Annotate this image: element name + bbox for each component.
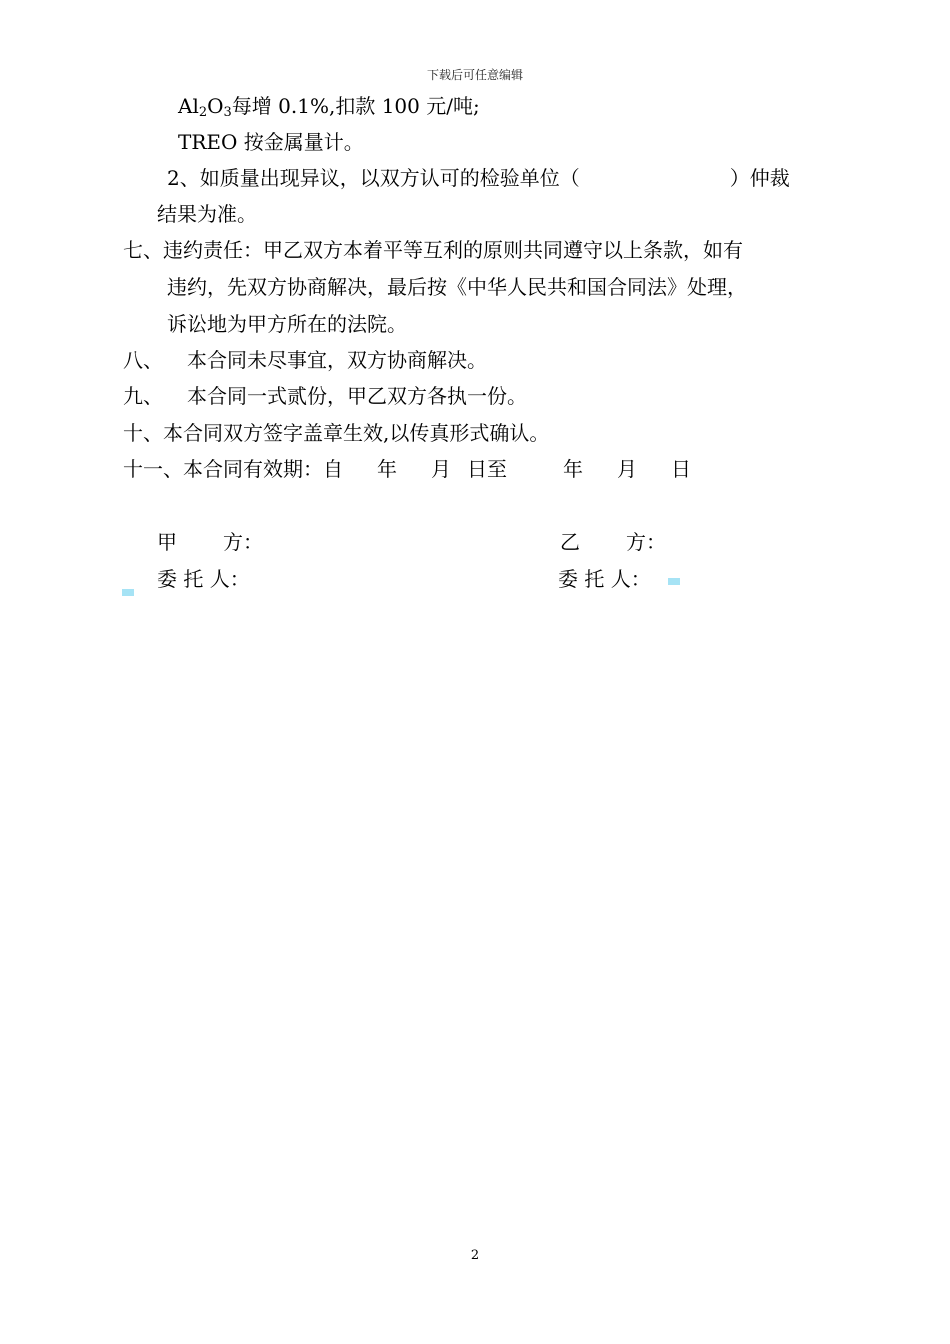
al2o3-penalty-line: [178, 92, 480, 127]
clause-2-continuation: 结果为准。: [157, 202, 257, 226]
clause-9: [123, 382, 527, 410]
edit-marker: [122, 589, 134, 596]
o-text: O: [207, 94, 224, 118]
agent-a-label: 委 托 人：: [157, 567, 250, 591]
clause-2-end: ）仲裁: [729, 166, 790, 190]
clause-11-year-1: 年: [377, 457, 397, 481]
al2o3-penalty-text: 每增 0.1%,扣款 100 元/吨;: [231, 94, 480, 118]
al-text: Al: [178, 94, 199, 118]
clause-8-text: 本合同未尽事宜，双方协商解决。: [187, 348, 487, 372]
clause-11-day-1-to: 日至: [467, 457, 507, 481]
clause-8-number: 八、: [123, 348, 163, 372]
subscript-2: 2: [198, 105, 208, 120]
clause-10: 十、本合同双方签字盖章生效,以传真形式确认。: [123, 421, 550, 445]
clause-2-line: [167, 164, 790, 192]
clause-9-text: 本合同一式贰份，甲乙双方各执一份。: [187, 384, 527, 408]
clause-2-start: 2、如质量出现异议，以双方认可的检验单位（: [167, 166, 580, 190]
clause-11-month-2: 月: [617, 457, 637, 481]
clause-7-line-1: 七、违约责任：甲乙双方本着平等互利的原则共同遵守以上条款，如有: [123, 238, 743, 262]
party-b-suffix: 方：: [626, 530, 666, 554]
clause-7-line-3: 诉讼地为甲方所在的法院。: [167, 312, 407, 336]
edit-marker: [668, 578, 680, 585]
treo-line: TREO 按金属量计。: [178, 130, 364, 154]
clause-11-day-2: 日: [671, 457, 691, 481]
header-note: 下载后可任意编辑: [426, 68, 523, 82]
party-a-suffix: 方：: [223, 530, 263, 554]
clause-8: [123, 346, 487, 374]
clause-11-prefix: 十一、本合同有效期：自: [123, 457, 343, 481]
clause-11-month-1: 月: [431, 457, 451, 481]
party-a-char: 甲: [157, 530, 177, 554]
party-b-char: 乙: [560, 530, 580, 554]
agent-b-label: 委 托 人：: [558, 567, 651, 591]
party-b-label: [560, 528, 666, 556]
page-number: 2: [470, 1248, 480, 1263]
party-a-label: [157, 528, 263, 556]
clause-11-year-2: 年: [563, 457, 583, 481]
subscript-3: 3: [223, 105, 232, 120]
clause-11: [123, 455, 691, 483]
clause-7-line-2: 违约，先双方协商解决，最后按《中华人民共和国合同法》处理，: [167, 275, 747, 299]
clause-9-number: 九、: [123, 384, 163, 408]
